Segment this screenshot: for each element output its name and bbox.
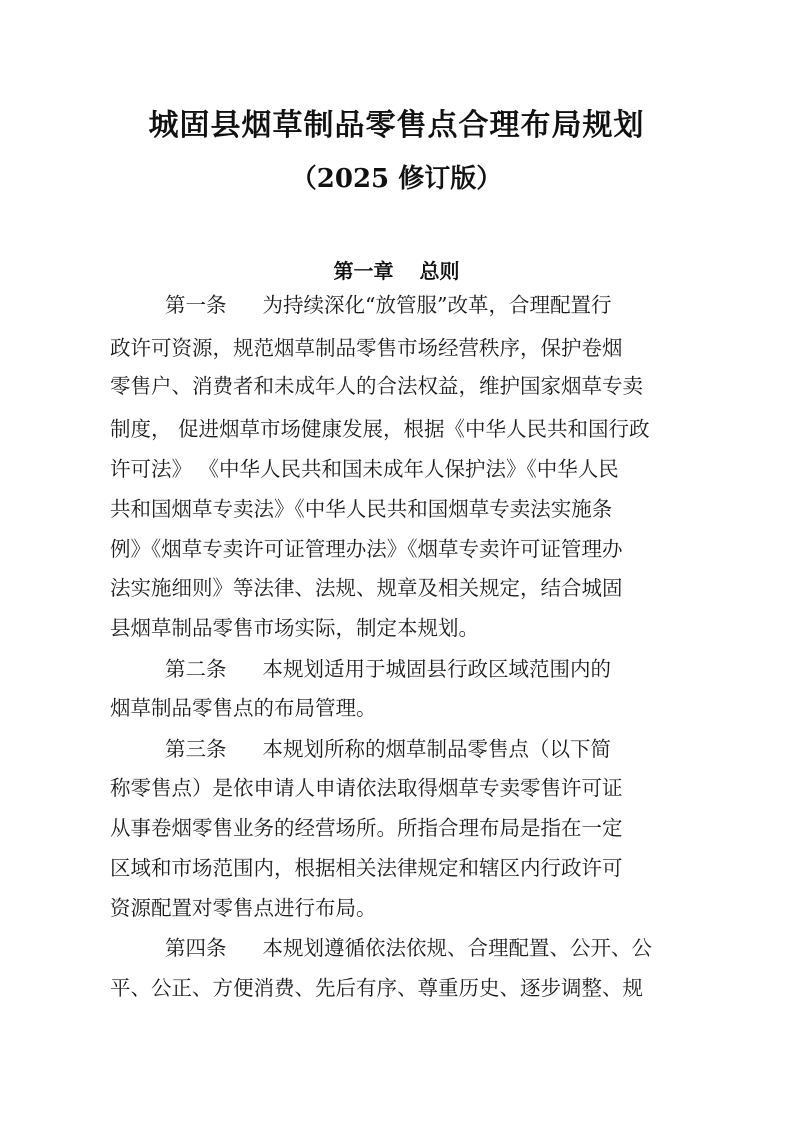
article-1-text-line: 政许可资源，规范烟草制品零售市场经营秩序，保护卷烟	[110, 336, 623, 360]
article-2-text-line: 本规划适用于城固县行政区域范围内的	[262, 657, 611, 681]
article-3-text-line: 从事卷烟零售业务的经营场所。所指合理布局是指在一定	[110, 816, 623, 840]
article-2-first-line	[165, 659, 611, 680]
article-3-text-line: 资源配置对零售点进行布局。	[110, 896, 377, 920]
document-title: 城固县烟草制品零售点合理布局规划	[148, 108, 645, 143]
article-3-text-line: 称零售点）是依申请人申请依法取得烟草专卖零售许可证	[110, 776, 623, 800]
article-1-text-line: 制度， 促进烟草市场健康发展，根据《中华人民共和国行政	[110, 417, 650, 441]
article-4-first-line	[165, 938, 652, 959]
chapter-number: 第一章	[333, 259, 394, 283]
document-subtitle: （2025 修订版）	[290, 164, 503, 194]
chapter-name: 总则	[419, 259, 460, 283]
article-3-first-line	[165, 739, 611, 760]
article-4-text-line: 本规划遵循依法依规、合理配置、公开、公	[262, 936, 652, 960]
article-3-text-line: 本规划所称的烟草制品零售点（以下简	[262, 737, 611, 761]
article-1-text-line: 为持续深化“放管服”改革，合理配置行	[262, 293, 612, 317]
article-1-label: 第一条	[165, 293, 227, 317]
chapter-heading	[0, 255, 793, 284]
article-2-text-line: 烟草制品零售点的布局管理。	[110, 696, 377, 720]
article-1-text-line: 共和国烟草专卖法》《中华人民共和国烟草专卖法实施条	[110, 497, 613, 521]
article-2-label: 第二条	[165, 657, 227, 681]
article-1-text-line: 县烟草制品零售市场实际，制定本规划。	[110, 616, 479, 640]
article-1-text-line: 零售户、消费者和未成年人的合法权益，维护国家烟草专卖	[110, 374, 643, 398]
article-1-text-line: 法实施细则》等法律、法规、规章及相关规定，结合城固	[110, 576, 623, 600]
article-4-text-line: 平、公正、方便消费、先后有序、尊重历史、逐步调整、规	[110, 976, 643, 1000]
article-3-text-line: 区域和市场范围内，根据相关法律规定和辖区内行政许可	[110, 856, 623, 880]
article-1-first-line	[165, 295, 611, 316]
article-4-label: 第四条	[165, 936, 227, 960]
article-1-text-line: 许可法》 《中华人民共和国未成年人保护法》《中华人民	[110, 457, 619, 481]
article-1-text-line: 例》《烟草专卖许可证管理办法》《烟草专卖许可证管理办	[110, 537, 623, 561]
article-3-label: 第三条	[165, 737, 227, 761]
